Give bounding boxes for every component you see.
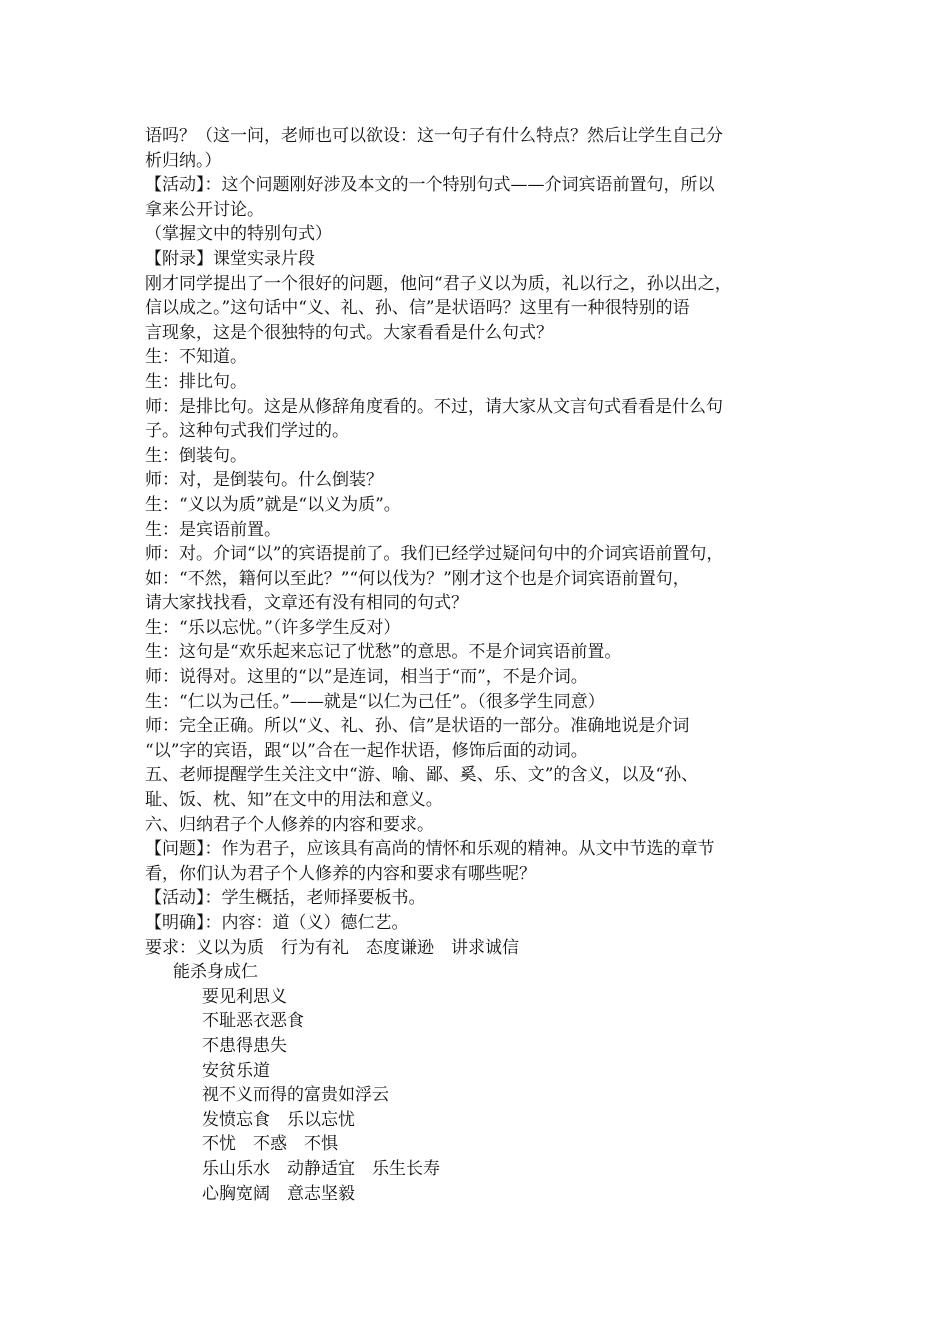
- text-line: 生：“乐以忘忧。”（许多学生反对）: [145, 617, 401, 638]
- text-line: （掌握文中的特别句式）: [145, 224, 332, 245]
- text-line: 视不义而得的富贵如浮云: [202, 1085, 389, 1106]
- text-line: 师：对。介词“以”的宾语提前了。我们已经学过疑问句中的介词宾语前置句，: [145, 544, 724, 565]
- text-line: 析归纳。）: [145, 150, 222, 171]
- text-line: 师：对，是倒装句。什么倒装？: [145, 470, 383, 491]
- text-line: 六、归纳君子个人修养的内容和要求。: [145, 814, 434, 835]
- text-line: 拿来公开讨论。: [145, 199, 264, 220]
- text-line: 不患得患失: [202, 1035, 287, 1056]
- text-line: 要见利思义: [202, 986, 287, 1007]
- text-line: 子。这种句式我们学过的。: [145, 421, 349, 442]
- text-line: 不忧 不惑 不惧: [202, 1134, 338, 1155]
- text-line: 不耻恶衣恶食: [202, 1011, 304, 1032]
- text-line: 语吗？（这一问，老师也可以欲设：这一句子有什么特点？然后让学生自己分: [145, 126, 723, 146]
- text-line: 如：“不然，籍何以至此？”“何以伐为？”刚才这个也是介词宾语前置句，: [145, 568, 690, 589]
- text-line: 生：“仁以为己任。”——就是“以仁为己任”。（很多学生同意）: [145, 691, 605, 712]
- text-line: 师：完全正确。所以“义、礼、孙、信”是状语的一部分。准确地说是介词: [145, 716, 690, 737]
- text-line: 发愤忘食 乐以忘忧: [202, 1109, 355, 1130]
- text-line: 生：这句是“欢乐起来忘记了忧愁”的意思。不是介词宾语前置。: [145, 642, 622, 663]
- text-line: 师：是排比句。这是从修辞角度看的。不过，请大家从文言句式看看是什么句: [145, 396, 723, 417]
- text-line: 生：“义以为质”就是“以义为质”。: [145, 494, 401, 515]
- text-line: 五、老师提醒学生关注文中“游、喻、鄙、奚、乐、文”的含义，以及“孙、: [145, 765, 699, 786]
- text-line: 【问题】：作为君子，应该具有高尚的情怀和乐观的精神。从文中节选的章节: [145, 839, 715, 860]
- text-line: 心胸宽阔 意志坚毅: [202, 1183, 355, 1204]
- text-line: 生：倒装句。: [145, 445, 247, 466]
- text-line: 耻、饭、枕、知”在文中的用法和意义。: [145, 790, 443, 811]
- text-line: 生：不知道。: [145, 347, 247, 368]
- text-line: 师：说得对。这里的“以”是连词，相当于“而”，不是介词。: [145, 667, 588, 688]
- text-line: 生：是宾语前置。: [145, 519, 281, 540]
- text-line: 乐山乐水 动静适宜 乐生长寿: [202, 1158, 440, 1179]
- text-line: 【活动】：这个问题刚好涉及本文的一个特别句式——介词宾语前置句，所以: [145, 175, 715, 196]
- text-line: 看，你们认为君子个人修养的内容和要求有哪些呢？: [145, 863, 536, 884]
- text-line: 言现象，这是个很独特的句式。大家看看是什么句式？: [145, 322, 553, 343]
- document-body: [145, 124, 815, 1206]
- text-line: 生：排比句。: [145, 371, 247, 392]
- text-line: 【附录】课堂实录片段: [145, 248, 315, 269]
- text-line: 刚才同学提出了一个很好的问题，他问“君子义以为质，礼以行之，孙以出之，: [145, 273, 732, 294]
- text-line: 【活动】：学生概括，老师择要板书。: [145, 888, 426, 909]
- text-line: 【明确】：内容：道（义）德仁艺。: [145, 913, 409, 933]
- text-line: 信以成之。”这句话中“义、礼、孙、信”是状语吗？这里有一种很特别的语: [145, 298, 690, 319]
- text-line: “以”字的宾语，跟“以”合在一起作状语，修饰后面的动词。: [145, 740, 588, 761]
- text-line: 能杀身成仁: [173, 962, 258, 983]
- text-line: 要求：义以为质 行为有礼 态度谦逊 讲求诚信: [145, 937, 519, 958]
- text-line: 安贫乐道: [202, 1060, 270, 1081]
- text-line: 请大家找找看，文章还有没有相同的句式？: [145, 593, 468, 614]
